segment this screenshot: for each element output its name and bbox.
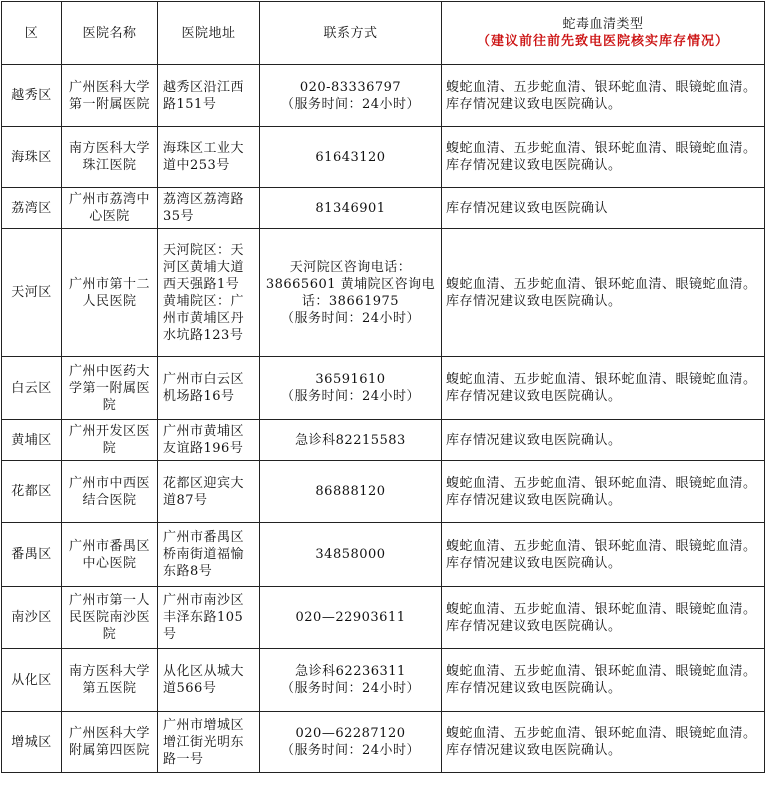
serum-type-cell: 库存情况建议致电医院确认。 <box>442 420 765 461</box>
contact-cell <box>260 188 442 229</box>
contact-phone: 天河院区咨询电话：38665601 黄埔院区咨询电话：38661975 <box>265 259 436 309</box>
contact-cell <box>260 65 442 127</box>
contact-cell <box>260 712 442 773</box>
contact-phone: 61643120 <box>315 149 386 165</box>
hospital-address-cell: 海珠区工业大道中253号 <box>158 127 260 188</box>
district-cell: 海珠区 <box>2 127 62 188</box>
header-row <box>2 2 765 65</box>
header-hospital-address: 医院地址 <box>158 2 260 65</box>
hospital-address-cell: 广州市黄埔区友谊路196号 <box>158 420 260 461</box>
contact-phone: 020-83336797 <box>299 79 402 95</box>
hospital-table <box>1 1 765 773</box>
serum-type-cell: 蝮蛇血清、五步蛇血清、银环蛇血清、眼镜蛇血清。库存情况建议致电医院确认。 <box>442 712 765 773</box>
hospital-address-cell: 花都区迎宾大道87号 <box>158 461 260 523</box>
district-cell: 白云区 <box>2 357 62 420</box>
hospital-address-cell: 荔湾区荔湾路35号 <box>158 188 260 229</box>
contact-phone: 36591610 <box>315 372 386 387</box>
contact-phone: 81346901 <box>315 200 386 216</box>
hospital-name-cell: 广州市番禺区中心医院 <box>62 523 158 587</box>
contact-service-hours: （服务时间：24小时） <box>280 96 421 112</box>
table-row <box>2 523 765 587</box>
header-contact: 联系方式 <box>260 2 442 65</box>
header-district: 区 <box>2 2 62 65</box>
hospital-address-cell: 越秀区沿江西路151号 <box>158 65 260 127</box>
table-row <box>2 461 765 523</box>
table-row <box>2 229 765 357</box>
district-cell: 南沙区 <box>2 587 62 649</box>
district-cell: 番禺区 <box>2 523 62 587</box>
table-row <box>2 357 765 420</box>
district-cell: 荔湾区 <box>2 188 62 229</box>
serum-type-cell: 蝮蛇血清、五步蛇血清、银环蛇血清、眼镜蛇血清。库存情况建议致电医院确认。 <box>442 649 765 712</box>
hospital-address-cell: 广州市番禺区桥南街道福愉东路8号 <box>158 523 260 587</box>
serum-type-title: 蛇毒血清类型 <box>562 17 644 32</box>
table-row <box>2 649 765 712</box>
hospital-name-cell: 广州市第一人民医院南沙医院 <box>62 587 158 649</box>
serum-type-cell: 蝮蛇血清、五步蛇血清、银环蛇血清、眼镜蛇血清。库存情况建议致电医院确认。 <box>442 587 765 649</box>
district-cell: 花都区 <box>2 461 62 523</box>
serum-type-cell: 库存情况建议致电医院确认 <box>442 188 765 229</box>
contact-phone: 急诊科82215583 <box>295 432 406 448</box>
serum-type-cell: 蝮蛇血清、五步蛇血清、银环蛇血清、眼镜蛇血清。库存情况建议致电医院确认。 <box>442 357 765 420</box>
contact-service-hours: （服务时间：24小时） <box>280 743 421 758</box>
contact-cell <box>260 357 442 420</box>
contact-phone: 86888120 <box>315 484 386 499</box>
serum-type-note: （建议前往前先致电医院核实库存情况） <box>476 34 729 49</box>
serum-type-cell: 蝮蛇血清、五步蛇血清、银环蛇血清、眼镜蛇血清。库存情况建议致电医院确认。 <box>442 65 765 127</box>
contact-cell <box>260 649 442 712</box>
contact-cell <box>260 523 442 587</box>
hospital-name-cell: 广州医科大学附属第四医院 <box>62 712 158 773</box>
hospital-address-cell: 广州市南沙区丰泽东路105号 <box>158 587 260 649</box>
contact-phone: 34858000 <box>315 547 386 562</box>
hospital-name-cell: 广州医科大学第一附属医院 <box>62 65 158 127</box>
contact-service-hours: （服务时间：24小时） <box>280 681 421 696</box>
table-row <box>2 65 765 127</box>
district-cell: 从化区 <box>2 649 62 712</box>
table-row <box>2 712 765 773</box>
contact-cell <box>260 420 442 461</box>
serum-type-cell: 蝮蛇血清、五步蛇血清、银环蛇血清、眼镜蛇血清。库存情况建议致电医院确认。 <box>442 523 765 587</box>
serum-type-cell: 蝮蛇血清、五步蛇血清、银环蛇血清、眼镜蛇血清。库存情况建议致电医院确认。 <box>442 461 765 523</box>
contact-cell <box>260 461 442 523</box>
table-row <box>2 420 765 461</box>
hospital-name-cell: 广州市第十二人民医院 <box>62 229 158 357</box>
table-body <box>2 65 765 773</box>
district-cell: 天河区 <box>2 229 62 357</box>
hospital-address-cell: 从化区从城大道566号 <box>158 649 260 712</box>
district-cell: 黄埔区 <box>2 420 62 461</box>
hospital-name-cell: 广州市荔湾中心医院 <box>62 188 158 229</box>
header-serum-type <box>442 2 765 65</box>
serum-type-cell: 蝮蛇血清、五步蛇血清、银环蛇血清、眼镜蛇血清。库存情况建议致电医院确认。 <box>442 229 765 357</box>
hospital-name-cell: 南方医科大学第五医院 <box>62 649 158 712</box>
district-cell: 越秀区 <box>2 65 62 127</box>
hospital-address-cell: 天河院区：天河区黄埔大道西天强路1号 黄埔院区：广州市黄埔区丹水坑路123号 <box>158 229 260 357</box>
hospital-name-cell: 广州中医药大学第一附属医院 <box>62 357 158 420</box>
table-row <box>2 587 765 649</box>
serum-type-cell: 蝮蛇血清、五步蛇血清、银环蛇血清、眼镜蛇血清。库存情况建议致电医院确认。 <box>442 127 765 188</box>
contact-cell <box>260 127 442 188</box>
table-row <box>2 188 765 229</box>
contact-phone: 020—22903611 <box>295 610 406 625</box>
hospital-name-cell: 广州开发区医院 <box>62 420 158 461</box>
hospital-address-cell: 广州市白云区机场路16号 <box>158 357 260 420</box>
contact-cell <box>260 587 442 649</box>
contact-cell <box>260 229 442 357</box>
header-hospital-name: 医院名称 <box>62 2 158 65</box>
hospital-address-cell: 广州市增城区增江街光明东路一号 <box>158 712 260 773</box>
contact-phone: 急诊科62236311 <box>295 664 406 679</box>
contact-phone: 020—62287120 <box>295 726 406 741</box>
table-row <box>2 127 765 188</box>
contact-service-hours: （服务时间：24小时） <box>280 310 421 326</box>
hospital-name-cell: 广州市中西医结合医院 <box>62 461 158 523</box>
contact-service-hours: （服务时间：24小时） <box>280 389 421 404</box>
district-cell: 增城区 <box>2 712 62 773</box>
hospital-name-cell: 南方医科大学珠江医院 <box>62 127 158 188</box>
